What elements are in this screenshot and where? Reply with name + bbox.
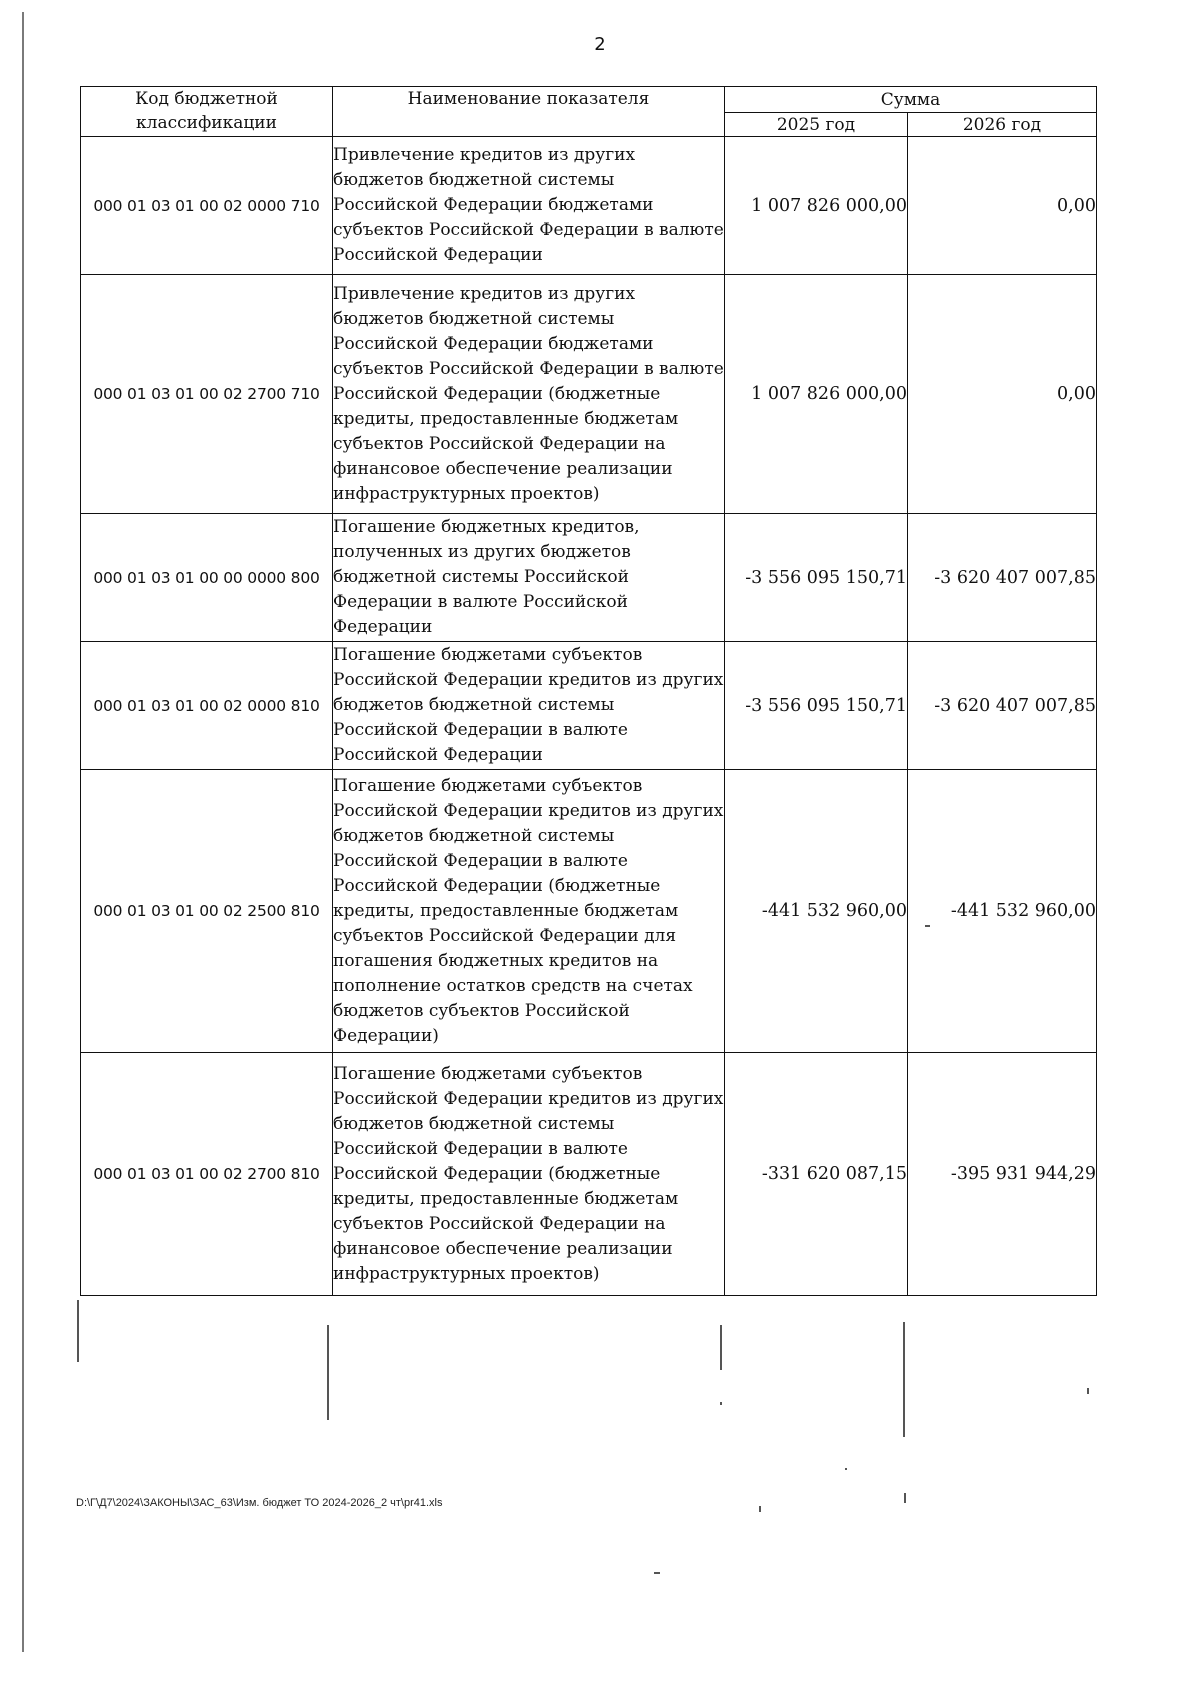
table-row (81, 275, 1097, 514)
scan-artifact-line (903, 1322, 905, 1437)
row-amount-2026: -395 931 944,29 (908, 1053, 1097, 1296)
row-code: 000 01 03 01 00 02 2700 810 (81, 1053, 333, 1296)
scan-margin-line (22, 12, 24, 1652)
scan-artifact-dot (654, 1572, 660, 1574)
scan-artifact-dot (1087, 1388, 1089, 1394)
table-row (81, 770, 1097, 1053)
scan-artifact-line (720, 1325, 722, 1370)
row-code: 000 01 03 01 00 02 2700 710 (81, 275, 333, 514)
header-year-2026: 2026 год (908, 113, 1097, 137)
table-row (81, 1053, 1097, 1296)
row-amount-2026: 0,00 (908, 137, 1097, 275)
scan-artifact-dot (720, 1402, 722, 1405)
row-amount-2025: 1 007 826 000,00 (725, 137, 908, 275)
row-amount-2026: 0,00 (908, 275, 1097, 514)
scan-artifact-dot (925, 925, 930, 927)
scan-artifact-line (327, 1325, 329, 1420)
row-name: Погашение бюджетами субъектов Российской Федерации кредитов из других бюджетов бюджетной системы Российской Федерации в валюте Российской Федерации (333, 642, 725, 770)
scan-artifact-dot (759, 1506, 761, 1512)
row-code: 000 01 03 01 00 02 0000 810 (81, 642, 333, 770)
row-amount-2026: -441 532 960,00 (908, 770, 1097, 1053)
table-row (81, 514, 1097, 642)
row-amount-2026: -3 620 407 007,85 (908, 514, 1097, 642)
row-name: Привлечение кредитов из других бюджетов бюджетной системы Российской Федерации бюджетами субъектов Российской Федерации в валюте Российской Федерации (333, 137, 725, 275)
row-amount-2025: -3 556 095 150,71 (725, 642, 908, 770)
scan-artifact-line (77, 1300, 79, 1362)
row-code: 000 01 03 01 00 02 0000 710 (81, 137, 333, 275)
row-code: 000 01 03 01 00 02 2500 810 (81, 770, 333, 1053)
table-row (81, 642, 1097, 770)
header-year-2025: 2025 год (725, 113, 908, 137)
row-name: Погашение бюджетами субъектов Российской Федерации кредитов из других бюджетов бюджетной системы Российской Федерации в валюте Российской Федерации (бюджетные кредиты, предоставленные бюджетам субъектов Российской Федерации на финансовое обеспечение реализации инфраструктурных проектов) (333, 1053, 725, 1296)
row-code: 000 01 03 01 00 00 0000 800 (81, 514, 333, 642)
row-amount-2025: -441 532 960,00 (725, 770, 908, 1053)
header-name: Наименование показателя (333, 87, 725, 137)
row-name: Привлечение кредитов из других бюджетов бюджетной системы Российской Федерации бюджетами субъектов Российской Федерации в валюте Российской Федерации (бюджетные кредиты, предоставленные бюджетам субъектов Российской Федерации на финансовое обеспечение реализации инфраструктурных проектов) (333, 275, 725, 514)
row-amount-2025: -3 556 095 150,71 (725, 514, 908, 642)
page-number: 2 (594, 34, 606, 55)
table-row (81, 137, 1097, 275)
row-amount-2026: -3 620 407 007,85 (908, 642, 1097, 770)
row-amount-2025: -331 620 087,15 (725, 1053, 908, 1296)
header-code: Код бюджетной классификации (81, 87, 333, 137)
row-name: Погашение бюджетами субъектов Российской Федерации кредитов из других бюджетов бюджетной системы Российской Федерации в валюте Российской Федерации (бюджетные кредиты, предоставленные бюджетам субъектов Российской Федерации для погашения бюджетных кредитов на пополнение остатков средств на счетах бюджетов субъектов Российской Федерации) (333, 770, 725, 1053)
row-amount-2025: 1 007 826 000,00 (725, 275, 908, 514)
scan-artifact-dot (904, 1493, 906, 1503)
header-sum: Сумма (725, 87, 1097, 113)
budget-sources-table (80, 86, 1097, 1296)
scan-artifact-dot (845, 1468, 847, 1470)
file-path-footer: D:\Г\Д7\2024\ЗАКОНЫ\ЗАС_63\Изм. бюджет ТО 2024-2026_2 чт\pr41.xls (76, 1497, 443, 1509)
row-name: Погашение бюджетных кредитов, полученных из других бюджетов бюджетной системы Российской Федерации в валюте Российской Федерации (333, 514, 725, 642)
